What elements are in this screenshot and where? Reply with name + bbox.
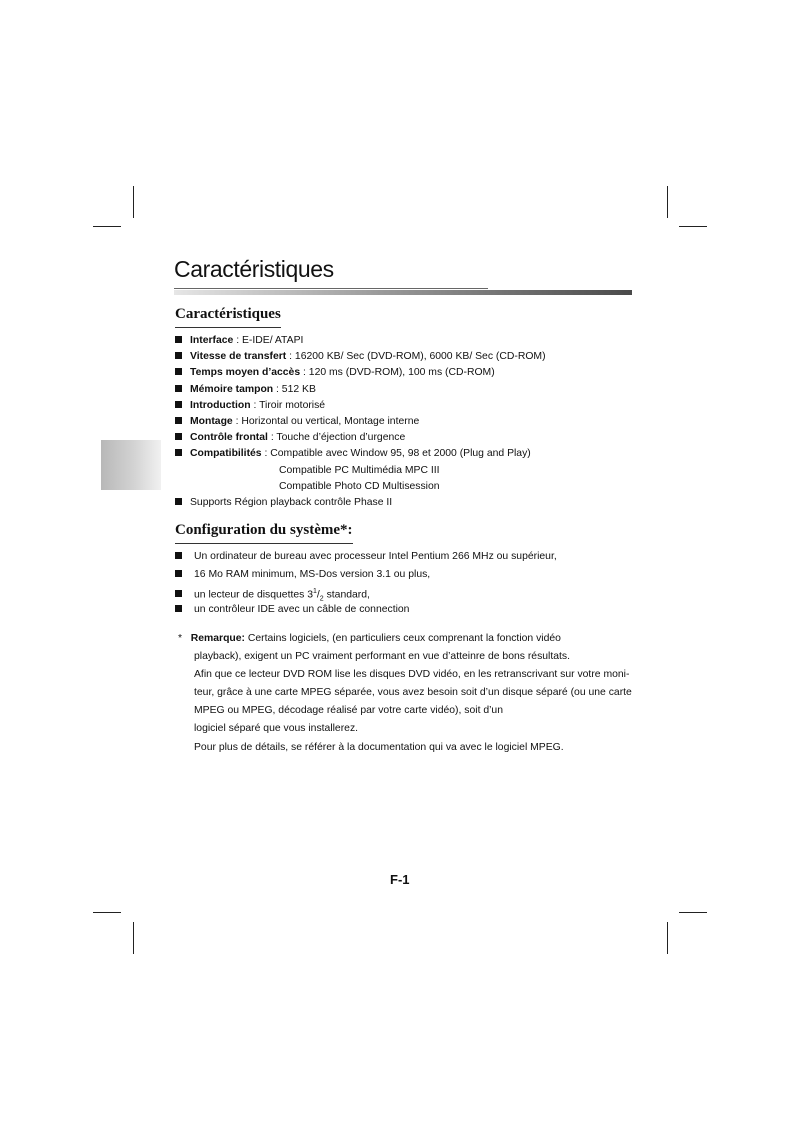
specs-heading-text: Caractéristiques (175, 306, 281, 322)
system-heading (175, 522, 353, 539)
spec-value: : Horizontal ou vertical, Montage interne (232, 415, 420, 427)
list-item (175, 382, 645, 398)
compat-line: Compatible PC Multimédia MPC III (279, 464, 440, 476)
list-item: un lecteur de disquettes $3^1/_2$ standard, (175, 583, 645, 601)
list-item (175, 566, 645, 584)
system-list (175, 548, 645, 618)
spec-label: Introduction (190, 399, 251, 411)
spec-value: : Compatible avec Window 95, 98 et 2000 (Plug and Play) (261, 448, 531, 460)
compat-line: Compatible Photo CD Multisession (279, 480, 440, 492)
crop-mark (679, 912, 707, 913)
remark-line: MPEG ou MPEG, décodage réalisé par votre carte vidéo), soit d’un (194, 705, 503, 717)
spec-label: Vitesse de transfert (190, 351, 287, 363)
spec-value: : 16200 KB/ Sec (DVD-ROM), 6000 KB/ Sec (CD-ROM) (286, 351, 546, 363)
spec-label: Interface (190, 335, 234, 346)
list-item (175, 495, 645, 511)
list-item (175, 446, 645, 462)
system-requirement-suffix: standard, (323, 589, 370, 601)
crop-mark (667, 922, 668, 954)
spec-value: : Touche d’éjection d’urgence (267, 432, 406, 444)
remark-line: Pour plus de détails, se référer à la documentation qui va avec le logiciel MPEG. (194, 741, 564, 753)
spec-label: Montage (190, 415, 233, 427)
list-item (175, 548, 645, 566)
remark-first-line (178, 630, 648, 648)
spec-label: Mémoire tampon (190, 383, 274, 395)
bullet-square-icon (175, 368, 182, 375)
spec-label: Compatibilités (190, 448, 262, 460)
fraction-numerator: 1 (313, 588, 317, 595)
crop-mark (133, 922, 134, 954)
crop-mark (133, 186, 134, 218)
remark-line: playback), exigent un PC vraiment performant en vue d’atteinre de bons résultats. (194, 651, 570, 663)
page-number: F-1 (390, 872, 410, 887)
system-requirement: Un ordinateur de bureau avec processeur Intel Pentium 266 MHz ou supérieur, (194, 551, 557, 562)
spec-value: : 120 ms (DVD-ROM), 100 ms (CD-ROM) (300, 367, 495, 379)
list-item (175, 601, 645, 619)
spec-label: Contrôle frontal (190, 432, 268, 444)
remark-line: logiciel séparé que vous installerez. (194, 723, 359, 735)
page-title: Caractéristiques (174, 256, 334, 282)
bullet-square-icon (175, 449, 182, 456)
list-item (175, 430, 645, 446)
remark-text: Certains logiciels, (en particuliers ceux comprenant la fonction vidéo (245, 633, 561, 644)
crop-mark (93, 226, 121, 227)
system-requirement: un lecteur de disquettes 3 (194, 589, 313, 601)
list-item (175, 414, 645, 430)
bullet-square-icon (175, 336, 182, 343)
list-item-continuation (175, 479, 645, 495)
spec-value: : E-IDE/ ATAPI (233, 335, 304, 346)
crop-mark (667, 186, 668, 218)
bullet-square-icon (175, 498, 182, 505)
bullet-square-icon (175, 552, 182, 559)
spec-value: Supports Région playback contrôle Phase II (190, 496, 393, 508)
specs-heading (175, 306, 281, 323)
remark-label: Remarque: (190, 633, 245, 644)
list-item (175, 349, 645, 365)
remark-line: teur, grâce à une carte MPEG séparée, vous avez besoin soit d’un disque séparé (ou une carte (194, 687, 632, 699)
specs-list (175, 333, 645, 511)
bullet-square-icon (175, 590, 182, 597)
system-heading-text: Configuration du système*: (175, 522, 353, 538)
bullet-square-icon (175, 417, 182, 424)
section-thumb-tab (101, 440, 161, 490)
remark-asterisk: * (178, 633, 183, 644)
bullet-square-icon (175, 401, 182, 408)
system-requirement: 16 Mo RAM minimum, MS-Dos version 3.1 ou plus, (194, 568, 431, 580)
fraction-denominator: 2 (319, 595, 324, 603)
heading-underline (175, 327, 281, 328)
spec-value: : Tiroir motorisé (250, 399, 326, 411)
remark-line: Afin que ce lecteur DVD ROM lise les disques DVD vidéo, en les retranscrivant sur votre moni- (194, 669, 630, 681)
remark-note (178, 630, 648, 757)
crop-mark (93, 912, 121, 913)
heading-underline (175, 543, 353, 544)
crop-mark (679, 226, 707, 227)
bullet-square-icon (175, 385, 182, 392)
list-item-continuation (175, 463, 645, 479)
title-rule-bar (174, 290, 632, 295)
bullet-square-icon (175, 605, 182, 612)
spec-value: : 512 KB (273, 383, 316, 395)
bullet-square-icon (175, 433, 182, 440)
list-item (175, 333, 645, 349)
list-item (175, 398, 645, 414)
bullet-square-icon (175, 570, 182, 577)
system-requirement: un contrôleur IDE avec un câble de connection (194, 603, 410, 615)
spec-label: Temps moyen d’accès (190, 367, 301, 379)
bullet-square-icon (175, 352, 182, 359)
title-rule (174, 288, 488, 289)
list-item (175, 365, 645, 381)
